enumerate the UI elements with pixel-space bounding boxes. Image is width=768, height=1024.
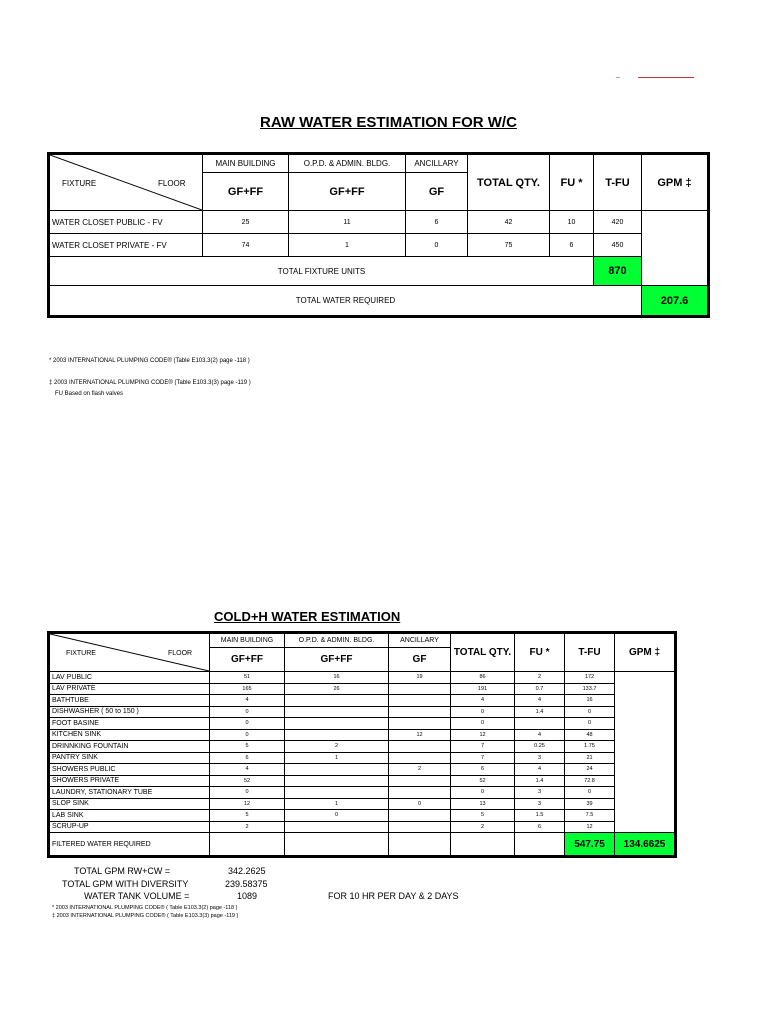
total-value: 12 [451, 729, 515, 741]
main-value: 4 [210, 695, 285, 707]
fu-value: 1.4 [515, 706, 565, 718]
table2-title: COLD+H WATER ESTIMATION [214, 609, 401, 624]
fixture-floor-header [50, 155, 203, 211]
tfu-value: 0 [565, 787, 615, 799]
empty-cell [515, 833, 565, 856]
fixture-name: SLOP SINK [50, 798, 210, 810]
fu-value: 6 [515, 821, 565, 833]
opd-value [285, 706, 389, 718]
opd-value: 1 [285, 798, 389, 810]
fu-header: FU * [550, 155, 594, 211]
ancillary-value: 0 [406, 234, 468, 257]
fixture-label: FIXTURE [62, 179, 97, 188]
ancillary-value [389, 775, 451, 787]
ancillary-value: 6 [406, 211, 468, 234]
total-value: 2 [451, 821, 515, 833]
total-value: 6 [451, 764, 515, 776]
opd-value [285, 718, 389, 730]
empty-cell [210, 833, 285, 856]
main-value: 2 [210, 821, 285, 833]
ancillary-value [389, 695, 451, 707]
fixture-name: WATER CLOSET PRIVATE - FV [50, 234, 203, 257]
fixture-name: SHOWERS PRIVATE [50, 775, 210, 787]
ancillary-value [389, 741, 451, 753]
filtered-tfu-value: 547.75 [565, 833, 615, 856]
fu-value: 4 [515, 729, 565, 741]
footnote-fu: * 2003 INTERNATIONAL PLUMPING CODE® (Table E103.3(2) page -118 ) [49, 358, 250, 364]
fixture-name: LAV PRIVATE [50, 683, 210, 695]
empty-cell [451, 833, 515, 856]
fixture-name: DRINNKING FOUNTAIN [50, 741, 210, 753]
gf-header: GF [406, 173, 468, 211]
tfu-value: 16 [565, 695, 615, 707]
total-fixture-units-label: TOTAL FIXTURE UNITS [50, 257, 594, 286]
fu-value: 3 [515, 787, 565, 799]
fu-value: 10 [550, 211, 594, 234]
fu-value [515, 718, 565, 730]
footnote-gpm: ‡ 2003 INTERNATIONAL PLUMPING CODE® ( Table E103.3(3) page -119 ) [52, 913, 239, 919]
total-value: 191 [451, 683, 515, 695]
tfu-value: 24 [565, 764, 615, 776]
main-value: 165 [210, 683, 285, 695]
ancillary-value [389, 683, 451, 695]
table-row [50, 211, 708, 234]
total-value: 4 [451, 695, 515, 707]
ancillary-value [389, 787, 451, 799]
table-row [50, 695, 675, 707]
opd-value [285, 729, 389, 741]
total-qty-header: TOTAL QTY. [451, 634, 515, 672]
fixture-name: SCRUP-UP [50, 821, 210, 833]
tfu-value: 72.8 [565, 775, 615, 787]
filtered-gpm-value: 134.6625 [615, 833, 675, 856]
total-gpm-value: 342.2625 [228, 866, 266, 876]
fu-value: 6 [550, 234, 594, 257]
main-value: 4 [210, 764, 285, 776]
opd-value: 0 [285, 810, 389, 822]
gf-ff-header: GF+FF [203, 173, 289, 211]
fu-value: 3 [515, 798, 565, 810]
total-value: 0 [451, 706, 515, 718]
tfu-value: 0 [565, 706, 615, 718]
fu-value: 0.7 [515, 683, 565, 695]
fixture-name: LAV PUBLIC [50, 672, 210, 684]
opd-value [285, 695, 389, 707]
opd-value [285, 764, 389, 776]
ancillary-value: 12 [389, 729, 451, 741]
total-value: 0 [451, 718, 515, 730]
fu-value: 3 [515, 752, 565, 764]
gf-header: GF [389, 648, 451, 672]
main-value: 51 [210, 672, 285, 684]
tank-volume-label: WATER TANK VOLUME = [84, 891, 190, 901]
table-row [50, 234, 708, 257]
opd-value: 1 [289, 234, 406, 257]
table-row [50, 706, 675, 718]
red-line-mark [616, 77, 694, 79]
footnote-fu: * 2003 INTERNATIONAL PLUMPING CODE® ( Table E103.3(2) page -118 ) [52, 905, 238, 911]
ancillary-value [389, 821, 451, 833]
fu-value: 4 [515, 764, 565, 776]
table-row [50, 798, 675, 810]
tfu-header: T-FU [594, 155, 642, 211]
tfu-value: 172 [565, 672, 615, 684]
gpm-empty-cell [642, 211, 708, 286]
main-value: 52 [210, 775, 285, 787]
empty-cell [285, 833, 389, 856]
main-value: 74 [203, 234, 289, 257]
tfu-value: 7.5 [565, 810, 615, 822]
main-value: 0 [210, 706, 285, 718]
fu-value: 1.5 [515, 810, 565, 822]
gpm-empty-cell [615, 672, 675, 833]
fu-value: 4 [515, 695, 565, 707]
footnote-gpm: ‡ 2003 INTERNATIONAL PLUMPING CODE® (Table E103.3(3) page -119 ) [49, 380, 251, 386]
opd-header: O.P.D. & ADMIN. BLDG. [289, 155, 406, 173]
fu-value: 0.25 [515, 741, 565, 753]
fixture-name: DISHWASHER ( 50 to 150 ) [50, 706, 210, 718]
fixture-floor-header [50, 634, 210, 672]
total-value: 13 [451, 798, 515, 810]
total-water-value: 207.6 [642, 286, 708, 316]
total-value: 86 [451, 672, 515, 684]
ancillary-value [389, 718, 451, 730]
fixture-name: PANTRY SINK [50, 752, 210, 764]
gf-ff-header: GF+FF [285, 648, 389, 672]
table-row [50, 683, 675, 695]
tfu-value: 450 [594, 234, 642, 257]
total-value: 52 [451, 775, 515, 787]
table-row [50, 810, 675, 822]
raw-water-table [49, 154, 708, 316]
fu-header: FU * [515, 634, 565, 672]
ancillary-value: 0 [389, 798, 451, 810]
total-water-label: TOTAL WATER REQUIRED [50, 286, 642, 316]
table-row [50, 821, 675, 833]
main-value: 12 [210, 798, 285, 810]
main-building-header: MAIN BUILDING [210, 634, 285, 648]
total-value: 75 [468, 234, 550, 257]
tfu-header: T-FU [565, 634, 615, 672]
total-fixture-units-value: 870 [594, 257, 642, 286]
total-value: 0 [451, 787, 515, 799]
fixture-label: FIXTURE [66, 650, 96, 657]
opd-value [285, 821, 389, 833]
total-value: 42 [468, 211, 550, 234]
table-row [50, 729, 675, 741]
opd-value: 26 [285, 683, 389, 695]
opd-value: 11 [289, 211, 406, 234]
table-row [50, 741, 675, 753]
fixture-name: FOOT BASINE [50, 718, 210, 730]
ancillary-value [389, 810, 451, 822]
opd-header: O.P.D. & ADMIN. BLDG. [285, 634, 389, 648]
ancillary-value: 2 [389, 764, 451, 776]
tank-volume-value: 1089 [237, 891, 258, 901]
opd-value: 2 [285, 741, 389, 753]
opd-value [285, 775, 389, 787]
diversity-label: TOTAL GPM WITH DIVERSITY [62, 879, 189, 889]
table-row [50, 775, 675, 787]
diversity-value: 239.58375 [225, 879, 268, 889]
tfu-value: 133.7 [565, 683, 615, 695]
tank-volume-note: FOR 10 HR PER DAY & 2 DAYS [328, 891, 459, 901]
table-row [50, 787, 675, 799]
table-row [50, 672, 675, 684]
main-value: 25 [203, 211, 289, 234]
fixture-name: SHOWERS PUBLIC [50, 764, 210, 776]
ancillary-header: ANCILLARY [389, 634, 451, 648]
ancillary-value [389, 706, 451, 718]
gpm-header: GPM ‡ [615, 634, 675, 672]
main-value: 0 [210, 718, 285, 730]
floor-label: FLOOR [168, 650, 193, 657]
fixture-name: BATHTUBE [50, 695, 210, 707]
table-row [50, 764, 675, 776]
tfu-value: 1.75 [565, 741, 615, 753]
ancillary-value [389, 752, 451, 764]
main-value: 5 [210, 741, 285, 753]
main-building-header: MAIN BUILDING [203, 155, 289, 173]
fixture-name: WATER CLOSET PUBLIC - FV [50, 211, 203, 234]
main-value: 5 [210, 810, 285, 822]
total-value: 7 [451, 752, 515, 764]
table1-title: RAW WATER ESTIMATION FOR W/C [260, 114, 517, 131]
gf-ff-header: GF+FF [289, 173, 406, 211]
ancillary-value: 19 [389, 672, 451, 684]
ancillary-header: ANCILLARY [406, 155, 468, 173]
footnote-flash: FU Based on flash valves [55, 391, 124, 397]
floor-label: FLOOR [158, 179, 186, 188]
tfu-value: 12 [565, 821, 615, 833]
fixture-name: LAB SINK [50, 810, 210, 822]
tfu-value: 48 [565, 729, 615, 741]
cold-hot-water-table [49, 633, 675, 856]
opd-value: 16 [285, 672, 389, 684]
total-gpm-label: TOTAL GPM RW+CW = [74, 866, 171, 876]
tfu-value: 420 [594, 211, 642, 234]
tfu-value: 0 [565, 718, 615, 730]
main-value: 6 [210, 752, 285, 764]
tfu-value: 39 [565, 798, 615, 810]
fixture-name: LAUNDRY, STATIONARY TUBE [50, 787, 210, 799]
gpm-header: GPM ‡ [642, 155, 708, 211]
total-value: 7 [451, 741, 515, 753]
fixture-name: KITCHEN SINK [50, 729, 210, 741]
table-row [50, 718, 675, 730]
gf-ff-header: GF+FF [210, 648, 285, 672]
main-value: 0 [210, 787, 285, 799]
filtered-water-label: FILTERED WATER REQUIRED [50, 833, 210, 856]
total-qty-header: TOTAL QTY. [468, 155, 550, 211]
opd-value: 1 [285, 752, 389, 764]
fu-value: 1.4 [515, 775, 565, 787]
total-value: 5 [451, 810, 515, 822]
fu-value: 2 [515, 672, 565, 684]
main-value: 0 [210, 729, 285, 741]
empty-cell [389, 833, 451, 856]
opd-value [285, 787, 389, 799]
table-row [50, 752, 675, 764]
tfu-value: 21 [565, 752, 615, 764]
